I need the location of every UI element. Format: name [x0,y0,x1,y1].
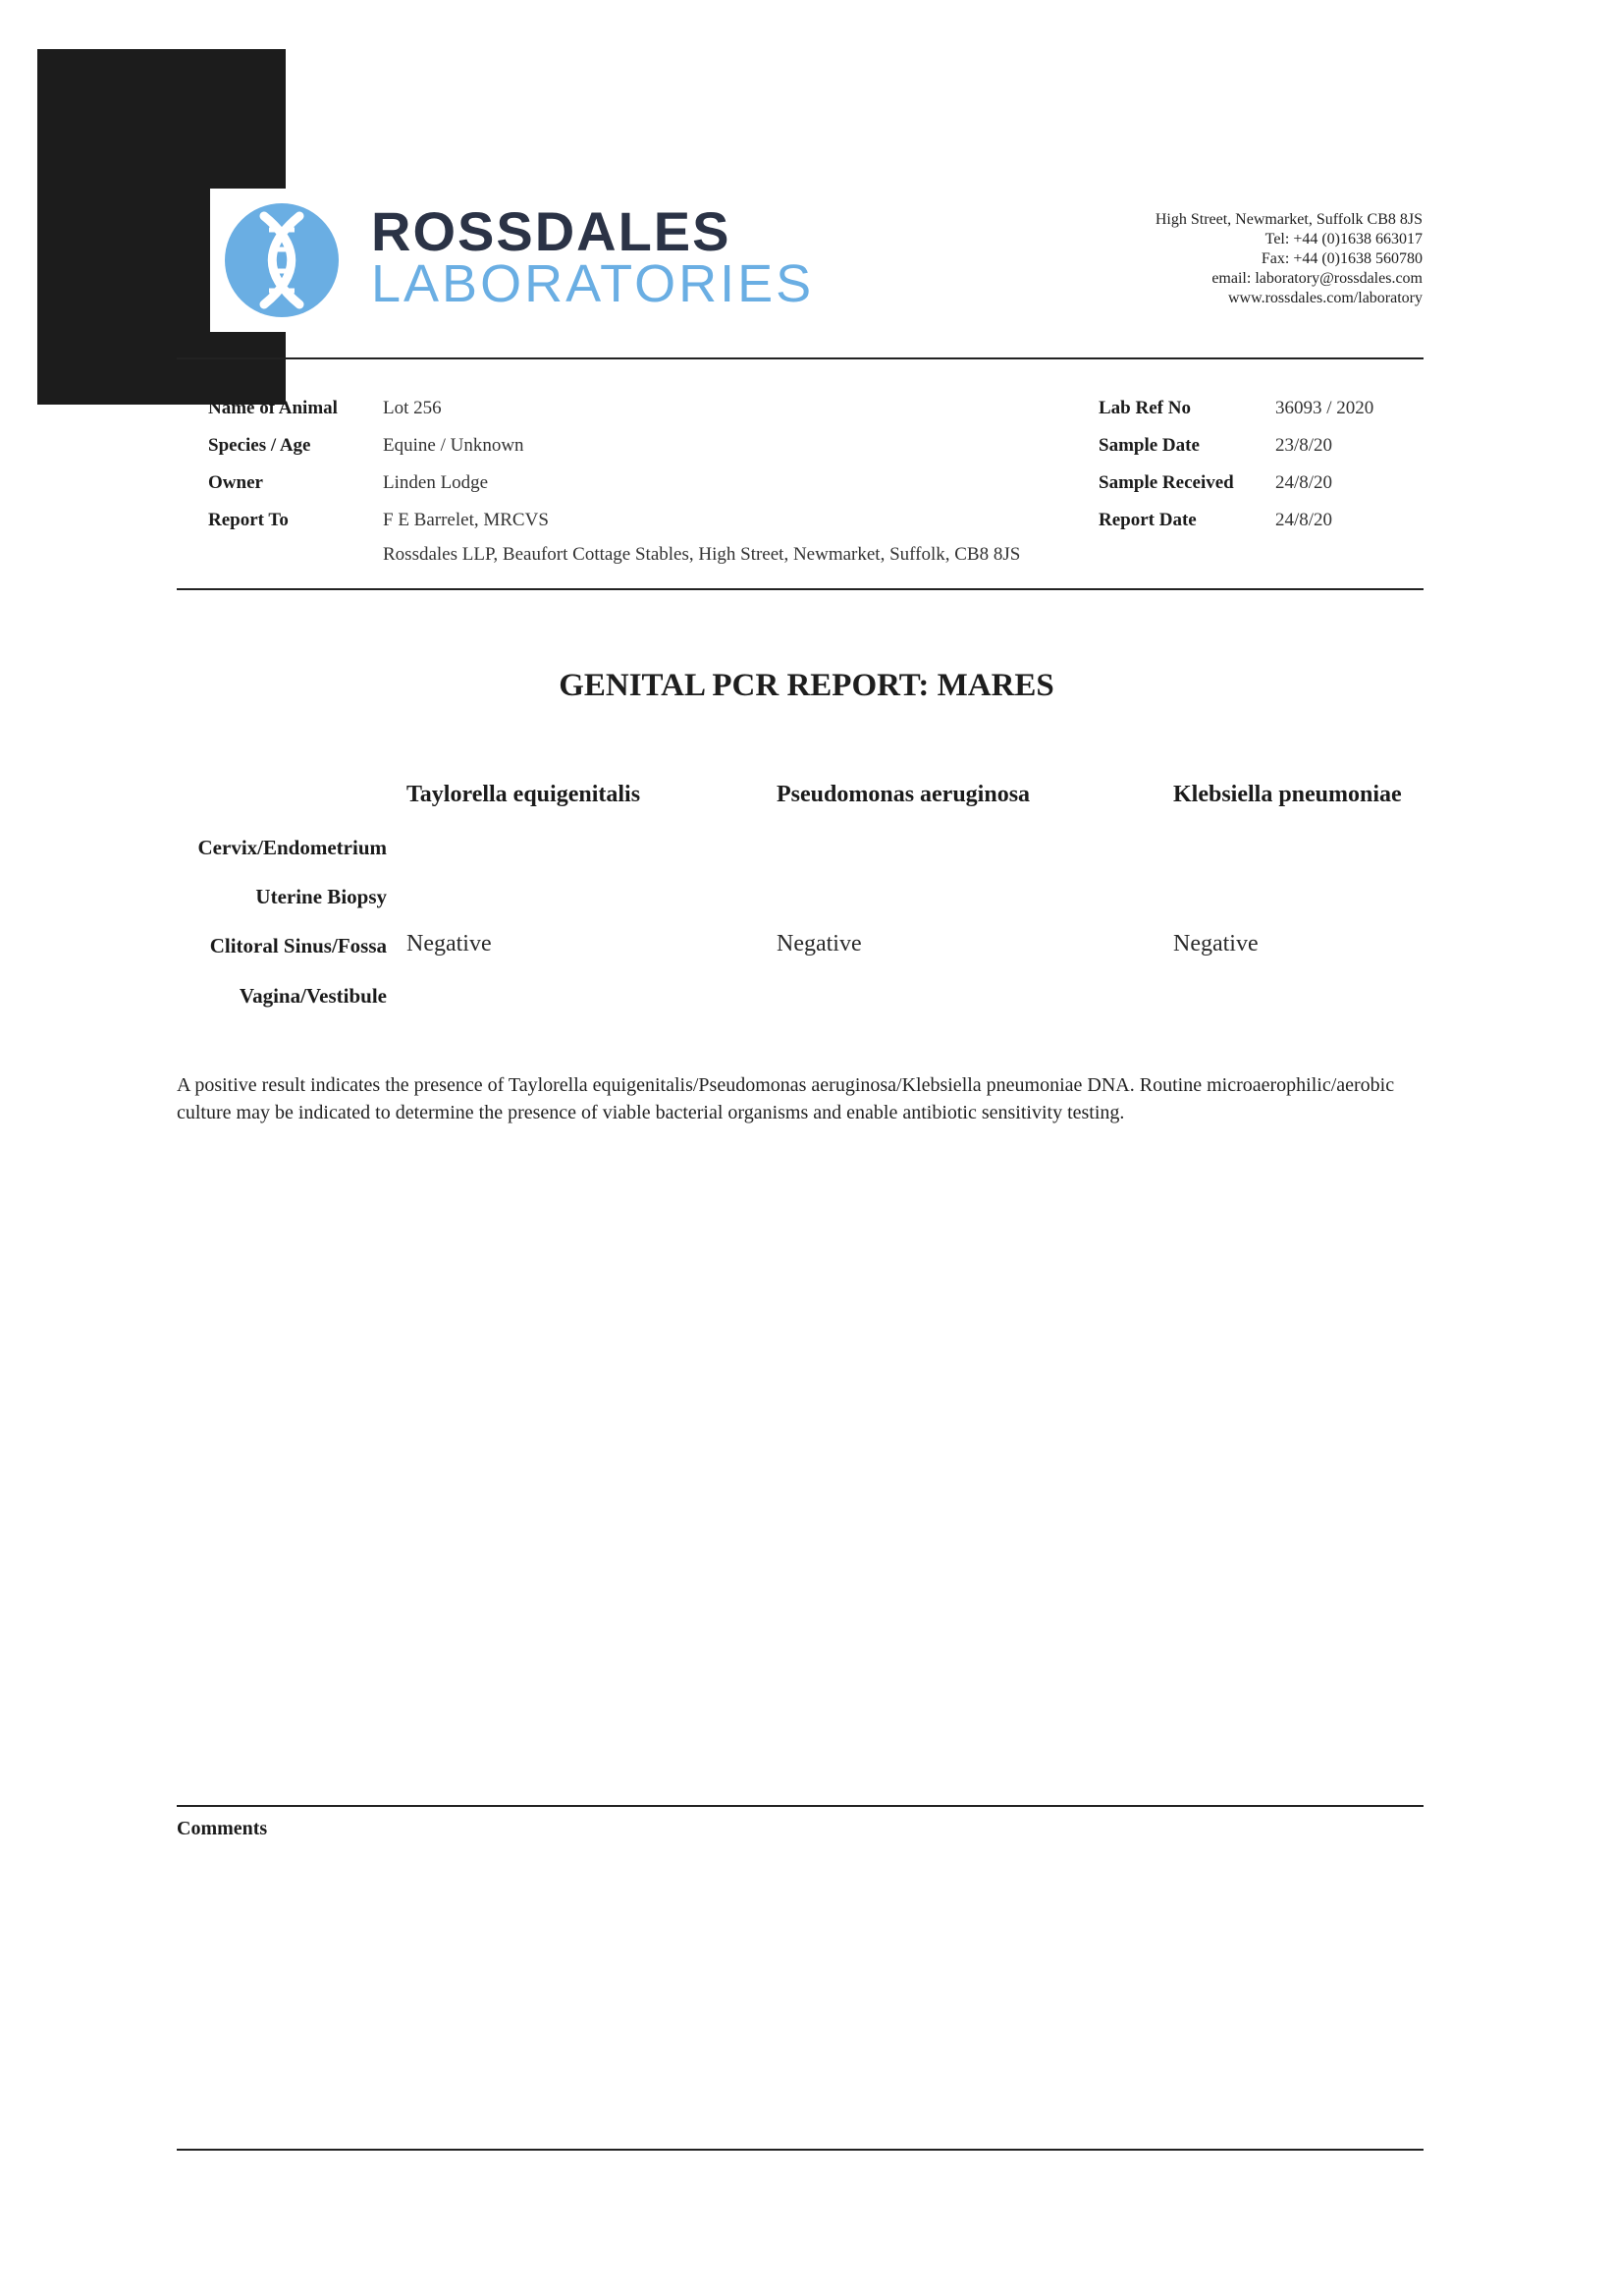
row-label-clitoral-sinus-fossa: Clitoral Sinus/Fossa [209,934,387,957]
owner-value: Linden Lodge [383,472,489,493]
owner-label: Owner [208,472,263,493]
result-clitoral-klebsiella: Negative [1173,931,1259,957]
sample-date-value: 23/8/20 [1275,435,1333,456]
contact-address: High Street, Newmarket, Suffolk CB8 8JS [1155,211,1423,228]
brand-name-line2: LABORATORIES [371,254,815,313]
report-to-label: Report To [208,510,289,530]
report-date-value: 24/8/20 [1275,510,1333,530]
result-clitoral-taylorella: Negative [406,931,492,957]
row-label-cervix-endometrium: Cervix/Endometrium [197,836,387,859]
brand-name-line1: ROSSDALES [371,200,731,262]
comments-label: Comments [177,1818,268,1839]
report-date-label: Report Date [1099,510,1197,530]
details-divider [177,588,1424,590]
dna-logo-icon [210,189,353,332]
row-label-uterine-biopsy: Uterine Biopsy [255,885,387,908]
footer-divider [177,2149,1424,2151]
name-of-animal-value: Lot 256 [383,398,442,418]
result-note: A positive result indicates the presence of Taylorella equigenitalis/Pseudomonas aeruginosa/Klebsiella pneumoniae DNA. Routine microaerophilic/aerobic culture may be indicated to determine the presence of viable bacterial organisms and enable antibiotic sensitivity testing. [177,1074,1395,1123]
row-label-vagina-vestibule: Vagina/Vestibule [239,984,387,1008]
lab-ref-value: 36093 / 2020 [1275,398,1374,418]
contact-block [1156,210,1423,308]
sample-received-value: 24/8/20 [1275,472,1333,493]
sample-date-label: Sample Date [1099,435,1200,456]
contact-email: email: laboratory@rossdales.com [1211,270,1423,287]
species-age-label: Species / Age [208,435,311,456]
contact-website: www.rossdales.com/laboratory [1227,290,1423,306]
contact-tel: Tel: +44 (0)1638 663017 [1264,231,1423,247]
report-to-value: F E Barrelet, MRCVS [383,510,549,530]
logo [210,189,353,332]
column-header-pseudomonas: Pseudomonas aeruginosa [777,782,1031,807]
comments-divider [177,1805,1424,1807]
result-clitoral-pseudomonas: Negative [777,931,862,957]
column-header-taylorella: Taylorella equigenitalis [406,782,641,807]
column-header-klebsiella: Klebsiella pneumoniae [1173,782,1402,807]
contact-fax: Fax: +44 (0)1638 560780 [1261,250,1423,267]
species-age-value: Equine / Unknown [383,435,524,456]
name-of-animal-label: Name of Animal [208,398,338,418]
report-to-address: Rossdales LLP, Beaufort Cottage Stables, High Street, Newmarket, Suffolk, CB8 8JS [383,544,1021,565]
report-title: GENITAL PCR REPORT: MARES [559,668,1054,703]
sample-received-label: Sample Received [1099,472,1234,493]
lab-ref-label: Lab Ref No [1099,398,1191,418]
header-divider [177,357,1424,359]
